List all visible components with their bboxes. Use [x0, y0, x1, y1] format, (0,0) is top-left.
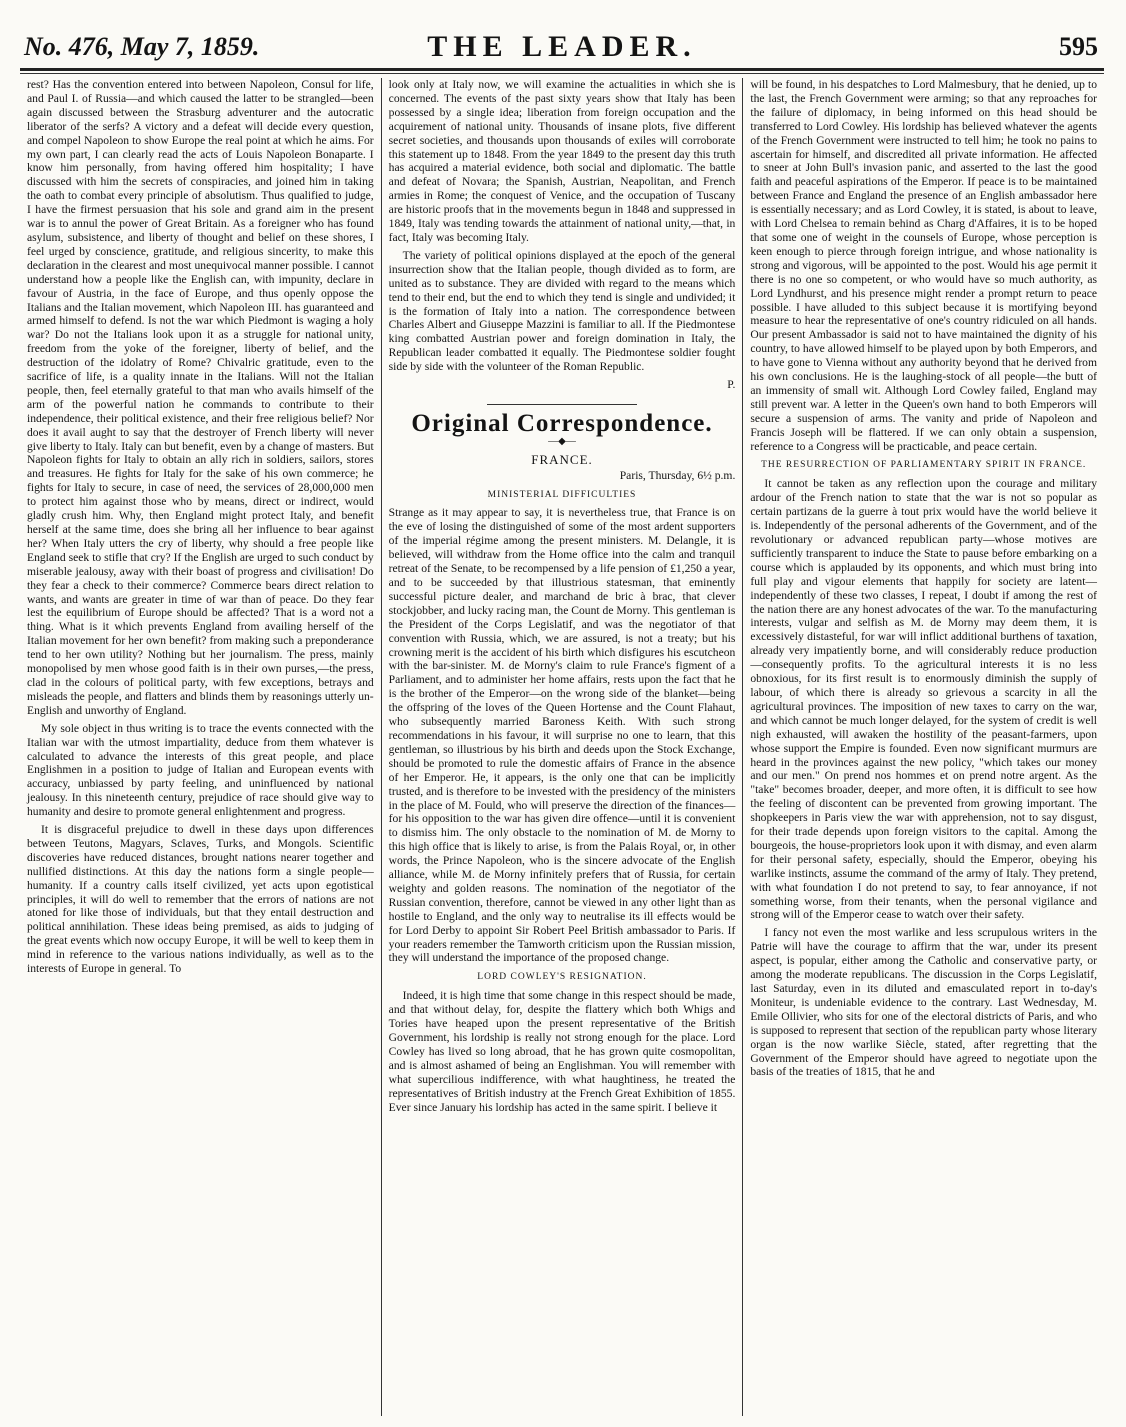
dateline: Paris, Thursday, 6½ p.m. — [619, 468, 736, 482]
column-3-paragraph: It cannot be taken as any reflection upon the courage and military ardour of the French nation to state that the war is not so popular as certain partizans de la guerre à tout prix would have the world believe it is. Independently of the personal adherents of the Government, and of the revolutionary or advanced republican party—whose motives are sufficiently transparent to induce the State to pause before embarking on a course which is applauded by its opponents, and which must bring into full play and vigour elements that happily for society are latent—independently of these two classes, I repeat, I doubt if among the rest of the nation there are any honest advocates of the war. To the manufacturing interests, vulgar and selfish as M. de Morny may deem them, it is excessively distasteful, for war will inflict additional burthens of taxation, already very impatiently borne, and will considerably reduce production—consequently profits. To the agricultural interests it is no less obnoxious, for its first result is to enormously diminish the supply of labour, of which there is already so grievous a scarcity in all the agricultural provinces. The imposition of new taxes to carry on the war, and which cannot be much longer delayed, for the system of credit is well nigh exhausted, will awaken the hostility of the peasant-farmers, upon whose support the Empire is founded. Even now significant murmurs are heard in the provinces against the new policy, "which takes our money and our men." On prend nos hommes et on prend notre argent. As the "take" becomes broader, deeper, and more often, it is difficult to see how the feeling of discontent can be prevented from growing important. The shopkeepers in Paris view the war with apprehension, not to say disgust, for their trade depends upon foreign visitors to the capital. Among the bourgeois, the house-proprietors look upon it with dismay, and even alarm for their personal safety, especially, should the Emperor, obeying his warlike instincts, assume the command of the army of Italy. They pretend, with what foundation I do not pretend to say, to fear annoyance, if not something worse, from their tenants, when the personal vigilance and strong will of the Emperor cease to watch over their safety. — [750, 477, 1098, 922]
ornament-icon: —◆— — [548, 435, 576, 447]
newspaper-page — [12, 4, 1112, 1422]
column-3-paragraph: I fancy not even the most warlike and less scrupulous writers in the Patrie will have the courage to affirm that the war, under its present aspect, is popular, either among the Catholic and conservative party, or among the moderate republicans. The discussion in the Corps Legislatif, last Saturday, even in its diluted and emasculated report in to-day's Moniteur, is undeniable evidence to the contrary. Last Wednesday, M. Emile Ollivier, who sits for one of the electoral districts of Paris, and who is supposed to represent that section of the republican party whose literary organ is the now warlike Siècle, stated, after regretting that the Government of the Emperor should have agreed to negotiate upon the basis of the treaties of 1815, that he and — [750, 926, 1098, 1079]
column-2 — [382, 78, 743, 1416]
column-1-paragraph: It is disgraceful prejudice to dwell in these days upon differences between Teutons, Magyars, Sclaves, Turks, and Mongols. Scientific discoveries have reduced distances, brought nations nearer together and nullified distinctions. At this day the nations form a single people—humanity. If a country calls itself civilized, yet acts upon egotistical principles, it will do well to remember that the errors of nations are not atoned for like those of individuals, but that they entail destruction and political annihilation. These ideas being premised, as aids to judging of the great events which now occupy Europe, it will be well to keep them in mind in reference to the various nations individually, as well as to the interests of Europe in general. To — [27, 823, 374, 976]
masthead-rule-heavy — [20, 68, 1104, 71]
subhead-ministerial-difficulties: MINISTERIAL DIFFICULTIES — [487, 489, 637, 500]
column-3-paragraph: will be found, in his despatches to Lord Malmesbury, that he denied, up to the last, the French Government were arming; so that any reproaches for the failure of diplomacy, in being informed on this head should be transferred to Lord Cowley. His lordship has believed whatever the agents of the French Government were instructed to tell him; he took no pains to ascertain for himself, and discredited all private information. He affected to sneer at John Bull's invasion panic, and asserted to the last the good faith and peaceful aspirations of the Emperor. If peace is to be maintained between France and England the presence of an English ambassador here is essentially necessary; and as Lord Cowley, it is stated, is about to leave, with Lord Chelsea to remain behind as Charg d'Affaires, it is to be hoped that some one of weight in the counsels of Europe, whose perception is keen enough to pierce through foreign intrigue, and whose nationality is strong and vigorous, will be appointed to the post. Would his age permit it there is no one so competent, or who would have so much authority, as Lord Lyndhurst, and his presence might render a prompt return to peace possible. I have alluded to this subject because it is mortifying beyond measure to hear the representative of one's country ridiculed on all hands. Our present Ambassador is said not to have maintained the dignity of his country, to have allowed himself to be played upon by both Emperors, and to have gone to Vienna without any authority beyond that he derived from his own conclusions. He is the laughing-stock of all people—the butt of an immensity of small wit. Although Lord Cowley failed, England may still prevent war. A letter in the Queen's own hand to both Emperors will secure a suspension of arms. The vanity and pride of Napoleon and Francis Joseph will be flattered. If we can only obtain a suspension, reference to a Congress will be practicable, and peace certain. — [750, 78, 1098, 453]
subhead-lord-cowley: LORD COWLEY'S RESIGNATION. — [477, 972, 647, 983]
subhead-parliamentary-spirit: THE RESURRECTION OF PARLIAMENTARY SPIRIT IN FRANCE. — [761, 460, 1087, 471]
column-2-paragraph: Strange as it may appear to say, it is nevertheless true, that France is on the eve of losing the distinguished of some of the most ardent supporters of the imperial régime among the present ministers. M. Delangle, it is believed, will withdraw from the Home office into the calm and tranquil retreat of the Senate, to be recompensed by a life pension of £1,250 a year, and to be succeeded by that illustrious statesman, that eminently successful picture dealer, and marchand de bric à brac, that clever stockjobber, and lucky racing man, the Count de Morny. This gentleman is the President of the Corps Legislatif, and was the negotiator of that convention with Russia, which, we are assured, is not a treaty; but his crowning merit is the accident of his birth which disfigures his escutcheon with the bar-sinister. M. de Morny's claim to rule France's figment of a Parliament, and to administer her home affairs, rests upon the fact that he is the brother of the Emperor—on the wrong side of the blanket—being the offspring of the loves of the Queen Hortense and the Count Flahaut, who subsequently married Baroness Keith. With such strong recommendations in his favour, it will surprise no one to learn, that this gentleman, so illustrious by his birth and deeds upon the Stock Exchange, should be promoted to rule the domestic affairs of France in the absence of her Emperor. He, it appears, is the only one that can be implicitly trusted, and is therefore to be invested with the presidency of the ministers in the place of M. Fould, who will preserve the direction of the finances—for his opposition to the war has given dire offence—until it is convenient to dismiss him. The only obstacle to the nomination of M. de Morny to this high office that is likely to arise, is from the Palais Royal, or, in other words, the Prince Napoleon, who is the sincere advocate of the English alliance, while M. de Morny infinitely prefers that of Russia, for certain weighty and golden reasons. The nomination of the negotiator of the Russian convention, therefore, cannot be viewed in any other light than as hostile to England, and the only way to neutralise its ill effects would be for Lord Derby to appoint Sir Robert Peel British ambassador to Paris. If your readers remember the Tamworth criticism upon the Russian mission, they will understand the importance of the proposed change. — [388, 506, 736, 965]
column-2-paragraph: look only at Italy now, we will examine the actualities in which she is concerned. The events of the past sixty years show that Italy has been possessed by a single idea; liberation from foreign occupation and the acquirement of national unity. Thousands of insane plots, five different secret societies, and thousands upon thousands of exiles will corroborate this statement up to 1848. From the year 1849 to the present day this truth has acquired a material evidence, both social and diplomatic. The battle and defeat of Novara; the Spanish, Austrian, Neapolitan, and French armies in Rome; the conquest of Venice, and the occupation of Tuscany are historic proofs that in the movements begun in 1848 and suppressed in 1849, Italy was tending towards the attainment of national unity,—that, in fact, Italy was becoming Italy. — [388, 78, 736, 244]
column-2-paragraph: Indeed, it is high time that some change in this respect should be made, and that without delay, for, despite the flattery which both Whigs and Tories have heaped upon the present representative of the British Government, his lordship is really not strong enough for the place. Lord Cowley has lived so long abroad, that he has grown quite cosmopolitan, and is almost ashamed of being an Englishman. You will remember with what supercilious indifference, with what haughtiness, he treated the representatives of British industry at the French Great Exhibition of 1855. Ever since January his lordship has acted in the same spirit. I believe it — [388, 989, 736, 1114]
country-heading: FRANCE. — [531, 451, 593, 467]
column-2-paragraph: The variety of political opinions displayed at the epoch of the general insurrection show that the Italian people, though divided as to form, are united as to substance. They are divided with regard to the means which tend to their end, but the end to which they tend is single and undivided; it is the formation of Italy into a nation. The correspondence between Charles Albert and Giuseppe Mazzini is familiar to all. If the Piedmontese king combatted Austrian power and foreign domination in Italy, the Republican leader combatted it equally. The Piedmontese soldier fought side by side with the volunteer of the Roman Republic. — [388, 248, 736, 374]
masthead-rule-thin — [20, 73, 1104, 74]
column-1 — [20, 78, 381, 1416]
column-1-paragraph: My sole object in thus writing is to trace the events connected with the Italian war with the utmost impartiality, deduce from them whatever is calculated to advance the interests of this great people, and place Englishmen in a position to judge of Italian and European events with accuracy, unbiassed by party feeling, and uninfluenced by national jealousy. In this nineteenth century, prejudice of race should give way to humanity and desire to promote general enlightenment and progress. — [27, 721, 374, 819]
article-signature: P. — [727, 378, 736, 392]
section-title: Original Correspondence. — [411, 409, 713, 437]
issue-date: No. 476, May 7, 1859. — [24, 32, 260, 61]
column-1-paragraph: rest? Has the convention entered into between Napoleon, Consul for life, and Paul I. of Russia—and which caused the latter to be strangled—been again discussed between the Strasburg adventurer and the autocratic liberator of the serfs? A victory and a defeat will decide every question, and compel Napoleon to show Europe the real point at which he aims. For my own part, I can clearly read the acts of Louis Napoleon Bonaparte. I know him personally, from having offered him hospitality; I have discussed with him the secrets of conspiracies, and joined him in taking the oath to combat every principle of absolutism. Thus qualified to judge, I have the firmest persuasion that his sole and grand aim in the present war is to annul the power of Great Britain. As a foreigner who has found asylum, subsistence, and liberty of thought and belief on these shores, I feel urged by conscience, gratitude, and religious sincerity, to make this declaration in the clearest and most unequivocal manner possible. I cannot understand how a people like the English can, with impunity, declare in favour of Austria, in the face of Europe, and thus openly oppose the Italians and the Italian movement, which Napoleon III. has guaranteed and armed himself to defend. Is not the war which Piedmont is waging a holy war? Do not the Italians look upon it as a struggle for national unity, freedom from the yoke of the foreigner, liberty of belief, and the destruction of the idolatry of Rome? Chivalric gratitude, even to the sacrifice of life, is a quality innate in the Italians. Will not the Italian people, then, feel eternally grateful to that man who avails himself of the arm of the powerful nation he commands to contribute to their independence, their political existence, and their free religious belief? Nor does it avail aught to say that the destroyer of French liberty will never give liberty to Italy. Italy can but benefit, even by a change of masters. But Napoleon fights for Italy to obtain an ally rich in soldiers, sailors, stores and treasures. He fights for Italy for the sake of his own commerce; he fights for Italy to secure, in case of need, the services of 28,000,000 men to protect him against those who by means, direct or indirect, would gladly crush him. Why, then England might protect Italy, and benefit herself at the same time, does she bring all her influence to bear against her? When Italy utters the cry of liberty, why should a free people like England seek to stifle that cry? If the English are urged to such conduct by miserable jealousy, away with their boast of progress and civilisation! Do they fear a check to their commerce? Commerce bears direct relation to wants, and wants are greater in time of war than of peace. Do they fear lest the equilibrium of Europe should be affected? That is a word not a thing. What is it which prevents England from availing herself of the Italian movement for her own benefit? from making such a preponderance tend to her own utility? Nothing but her journalism. The press, mainly monopolised by men whose good faith is in their own purses,—the press, clad in the colours of political party, with few exceptions, betrays and misleads the people, and flatters and blinds them by reasonings utterly un-English and unworthy of England. — [27, 78, 374, 717]
page-number: 595 — [1059, 32, 1098, 61]
section-divider — [487, 404, 637, 405]
column-3 — [743, 78, 1104, 1416]
masthead — [12, 4, 1112, 63]
article-columns — [20, 78, 1104, 1416]
newspaper-title: THE LEADER. — [427, 30, 697, 63]
